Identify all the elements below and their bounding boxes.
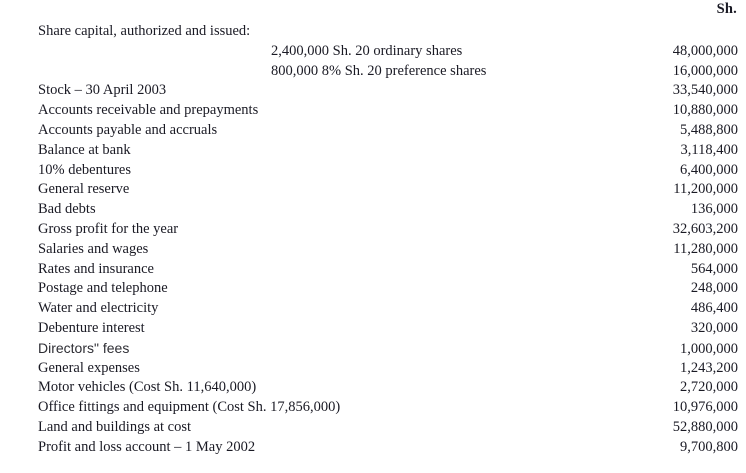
row-amount: 10,976,000	[672, 399, 738, 416]
row-label: Profit and loss account – 1 May 2002	[38, 438, 256, 455]
table-row	[38, 101, 738, 121]
table-row	[38, 240, 738, 260]
row-amount: 9,700,800	[680, 438, 738, 455]
row-label: Rates and insurance	[38, 260, 154, 277]
row-amount: 11,280,000	[673, 240, 738, 257]
row-amount: 33,540,000	[672, 82, 738, 99]
table-row	[38, 200, 738, 220]
row-label: Accounts receivable and prepayments	[38, 102, 259, 119]
row-amount: 32,603,200	[672, 220, 738, 237]
table-row	[38, 22, 738, 42]
row-amount: 564,000	[690, 260, 738, 277]
row-label: Water and electricity	[38, 300, 159, 317]
account-list	[38, 22, 738, 458]
table-row	[38, 378, 738, 398]
row-label: 10% debentures	[38, 161, 132, 178]
row-amount: 320,000	[690, 319, 738, 336]
table-row	[38, 220, 738, 240]
row-amount: 3,118,400	[680, 141, 738, 158]
row-amount: 16,000,000	[672, 62, 738, 79]
row-label: Bad debts	[38, 201, 96, 218]
row-amount: 1,243,200	[680, 359, 738, 376]
table-row	[38, 299, 738, 319]
row-amount: 5,488,800	[680, 121, 738, 138]
row-label: Stock – 30 April 2003	[38, 82, 167, 99]
table-row	[38, 398, 738, 418]
table-row	[38, 81, 738, 101]
table-row	[38, 319, 738, 339]
currency-column-header: Sh.	[716, 1, 737, 17]
row-amount: 2,720,000	[680, 379, 738, 396]
row-label: Motor vehicles (Cost Sh. 11,640,000)	[38, 379, 257, 396]
table-row	[38, 339, 738, 359]
row-label: Salaries and wages	[38, 240, 149, 257]
row-label: Balance at bank	[38, 141, 131, 158]
row-label: Land and buildings at cost	[38, 418, 192, 435]
table-row	[38, 141, 738, 161]
table-row	[38, 438, 738, 458]
table-row	[38, 359, 738, 379]
row-label: Accounts payable and accruals	[38, 121, 218, 138]
row-amount: 6,400,000	[680, 161, 738, 178]
row-amount: 1,000,000	[680, 340, 738, 357]
table-row	[38, 418, 738, 438]
row-label: Share capital, authorized and issued:	[38, 23, 251, 39]
row-amount: 248,000	[690, 280, 738, 297]
row-amount: 52,880,000	[672, 418, 738, 435]
table-row	[38, 62, 738, 82]
row-label: Office fittings and equipment (Cost Sh. 17,856,000)	[38, 399, 341, 416]
table-row	[38, 260, 738, 280]
row-label: Directors" fees	[38, 339, 130, 356]
table-row	[38, 161, 738, 181]
row-label: 800,000 8% Sh. 20 preference shares	[271, 62, 487, 79]
row-amount: 11,200,000	[673, 181, 738, 198]
row-label: 2,400,000 Sh. 20 ordinary shares	[271, 42, 463, 59]
table-row	[38, 279, 738, 299]
row-amount: 10,880,000	[672, 102, 738, 119]
table-row	[38, 121, 738, 141]
table-row	[38, 180, 738, 200]
table-row	[38, 42, 738, 62]
row-label: Postage and telephone	[38, 280, 168, 297]
row-amount: 136,000	[690, 201, 738, 218]
row-label: Debenture interest	[38, 319, 145, 336]
row-label: General expenses	[38, 359, 140, 376]
row-label: General reserve	[38, 181, 130, 198]
row-amount: 48,000,000	[672, 42, 738, 59]
row-label: Gross profit for the year	[38, 220, 179, 237]
row-amount: 486,400	[690, 300, 738, 317]
